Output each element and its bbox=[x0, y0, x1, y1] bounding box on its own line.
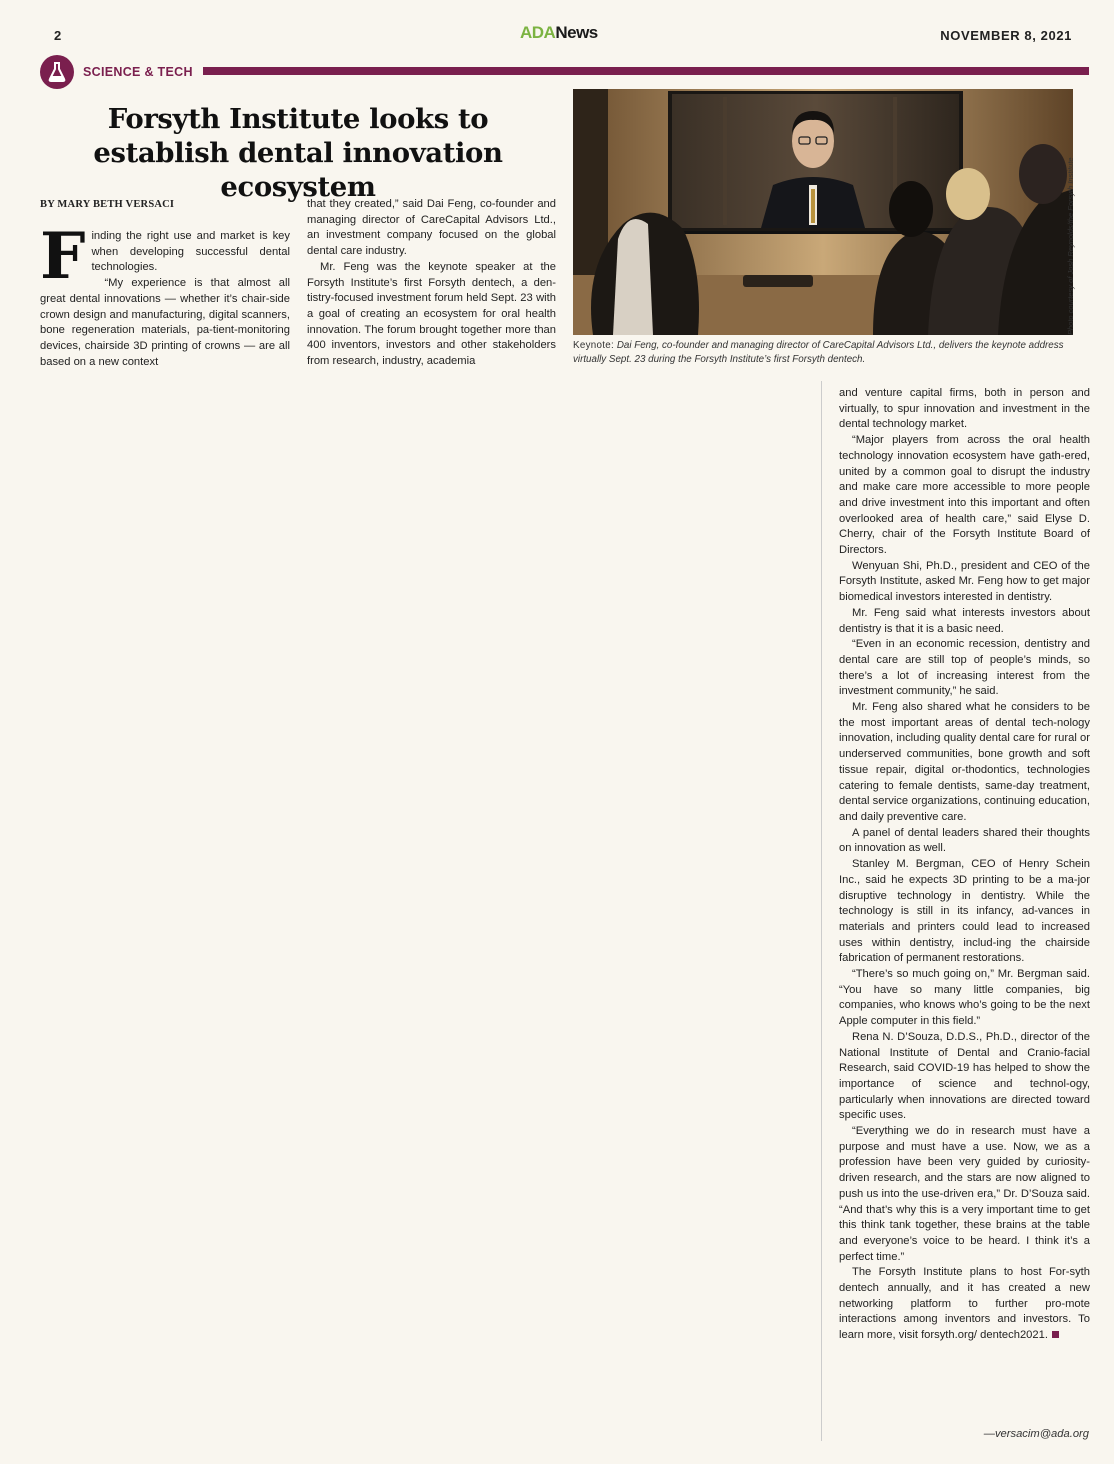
paragraph: “Even in an economic recession, dentistry and dental care are still top of people’s minds, so there’s a lot of increasing interest from the investment community,” he said. bbox=[839, 638, 1090, 698]
paragraph-final: The Forsyth Institute plans to host For-syth dentech annually, and it has created a new networking platform to further pro-mote interactions among inventors and investors. To learn more, visit forsyth.org/ dentech2021. bbox=[839, 1266, 1090, 1342]
photo-credit: Photo courtesy of Josh Reynolds/the Forsyth Institute bbox=[1066, 157, 1075, 335]
paragraph: “Major players from across the oral health technology innovation ecosystem have gath-ered, united by a common goal to disrupt the industry and make care more accessible to more people and drive investment into this important and often overlooked area of health care,” said Elyse D. Cherry, chair of the Forsyth Institute Board of Directors. bbox=[839, 434, 1090, 557]
keynote-photo bbox=[573, 89, 1073, 335]
article-column-3 bbox=[839, 386, 1090, 1344]
article-column-1 bbox=[40, 219, 290, 370]
page-number: 2 bbox=[54, 28, 62, 43]
paragraph: Rena N. D’Souza, D.D.S., Ph.D., director of the National Institute of Dental and Cranio-facial Research, said COVID-19 has helped to show the importance of science and technol-ogy, particularly when innovations are directed toward specific uses. bbox=[839, 1030, 1090, 1122]
article-column-2 bbox=[307, 197, 556, 370]
issue-date: NOVEMBER 8, 2021 bbox=[940, 28, 1072, 43]
paragraph: and venture capital firms, both in person and virtually, to spur innovation and investment in the dental technology market. bbox=[839, 387, 1090, 431]
column-divider bbox=[821, 381, 822, 1441]
paragraph: that they created,” said Dai Feng, co-founder and managing director of CareCapital Advisors Ltd., an investment company focused on the global dental care industry. bbox=[307, 198, 556, 258]
byline: BY MARY BETH VERSACI bbox=[40, 199, 175, 210]
flask-icon bbox=[40, 55, 74, 89]
paragraph: “Everything we do in research must have a purpose and must have a use. Now, we as a profession have been very guided by curiosity-driven research, and the stars are now aligned to push us into the use-driven era,” Dr. D’Souza said. “And that’s why this is a very important time to get this think tank together, these brains at the table and everyone’s voice to be heard. I think it’s a perfect time.” bbox=[839, 1125, 1090, 1263]
end-mark-icon bbox=[1052, 1331, 1059, 1338]
paragraph: Mr. Feng was the keynote speaker at the Forsyth Institute’s first Forsyth dentech, a den-tistry-focused investment forum held Sept. 23 with a goal of creating an ecosystem for oral health innovation. The forum brought together more than 400 inventors, investors and other stakeholders from research, industry, academia bbox=[307, 260, 556, 368]
paragraph: Mr. Feng also shared what he considers to be the most important areas of dental tech-nology innovation, including quality dental care for rural or underserved communities, bone growth and soft tissue repair, digital or-thodontics, technologies catering to female dentists, same-day treatment, dental service organizations, continuing education, and daily preventive care. bbox=[839, 701, 1090, 823]
paragraph: inding the right use and market is key when developing successful dental technologies. bbox=[91, 230, 290, 274]
paragraph: A panel of dental leaders shared their thoughts on innovation as well. bbox=[839, 826, 1090, 855]
article-headline: Forsyth Institute looks to establish dental innovation ecosystem bbox=[93, 103, 503, 203]
paragraph: Stanley M. Bergman, CEO of Henry Schein Inc., said he expects 3D printing to be a ma-jor disruptive technology in dentistry. While the technology is still in its infancy, ad-vances in materials and printers could lead to increased uses within dentistry, includ-ing the chairside fabrication of permanent restorations. bbox=[839, 858, 1090, 965]
paragraph: Wenyuan Shi, Ph.D., president and CEO of the Forsyth Institute, asked Mr. Feng how to get major biomedical investors interested in dentistry. bbox=[839, 559, 1090, 604]
section-rule bbox=[203, 67, 1089, 75]
author-email: —versacim@ada.org bbox=[983, 1428, 1089, 1440]
section-label: SCIENCE & TECH bbox=[83, 65, 193, 79]
ada-news-logo: ADANews bbox=[520, 23, 598, 42]
drop-cap: F bbox=[40, 219, 86, 294]
paragraph: “My experience is that almost all great dental innovations — whether it’s chair-side crown design and manufacturing, digital scanners, bone regeneration materials, pa-tient-monitoring devices, chairside 3D printing of crowns — are all based on a new context bbox=[40, 277, 290, 368]
photo-caption: Keynote: Dai Feng, co-founder and managing director of CareCapital Advisors Ltd., delivers the keynote address virtually Sept. 23 during the Forsyth Institute’s first Forsyth dentech. bbox=[573, 340, 1064, 365]
paragraph: “There’s so much going on,” Mr. Bergman said. “You have so many little companies, big companies, who knows who’s going to be the next Apple computer in this field.” bbox=[839, 968, 1090, 1028]
paragraph: Mr. Feng said what interests investors about dentistry is that it is a basic need. bbox=[839, 606, 1090, 635]
